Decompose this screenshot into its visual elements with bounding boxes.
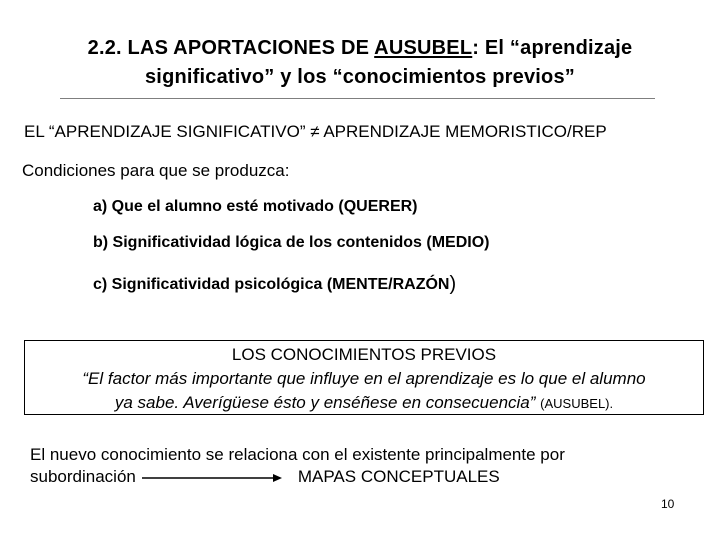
right-arrow-icon	[142, 473, 282, 483]
title-rest: : El “aprendizaje	[472, 37, 633, 59]
quote-line-2	[25, 391, 703, 416]
significant-vs-rote-statement: EL “APRENDIZAJE SIGNIFICATIVO” ≠ APRENDIZAJE MEMORISTICO/REP	[24, 122, 607, 141]
bottom-line-2	[30, 466, 690, 488]
title-line-1	[0, 34, 720, 63]
box-heading: LOS CONOCIMIENTOS PREVIOS	[231, 345, 497, 364]
quote-line-1: “El factor más importante que influye en el aprendizaje es lo que el alumno	[82, 369, 646, 388]
condition-item-c-closing-paren: )	[449, 273, 457, 295]
prior-knowledge-quote-box	[24, 340, 704, 415]
concept-maps-label: MAPAS CONCEPTUALES	[297, 467, 500, 486]
page-number: 10	[661, 497, 675, 511]
subordination-label: subordinación	[30, 467, 136, 486]
condition-item-a: a) Que el alumno esté motivado (QUERER)	[93, 198, 418, 215]
title-prefix: 2.2. LAS APORTACIONES DE	[87, 37, 375, 59]
condition-item-c	[93, 274, 456, 295]
conditions-label: Condiciones para que se produzca:	[22, 161, 290, 180]
title-line-2: significativo” y los “conocimientos previos”	[144, 66, 575, 88]
quote-author: (AUSUBEL).	[540, 396, 614, 411]
title-divider	[60, 98, 655, 99]
slide-title	[0, 34, 720, 92]
bottom-line-1: El nuevo conocimiento se relaciona con el existente principalmente por	[30, 445, 565, 464]
condition-item-b: b) Significatividad lógica de los contenidos (MEDIO)	[93, 234, 490, 251]
subordination-statement	[30, 444, 690, 488]
condition-item-c-text: c) Significatividad psicológica (MENTE/RAZÓN	[93, 276, 450, 293]
title-author-underlined: AUSUBEL	[374, 37, 473, 59]
quote-line-2-text: ya sabe. Averígüese ésto y enséñese en consecuencia”	[114, 393, 536, 412]
